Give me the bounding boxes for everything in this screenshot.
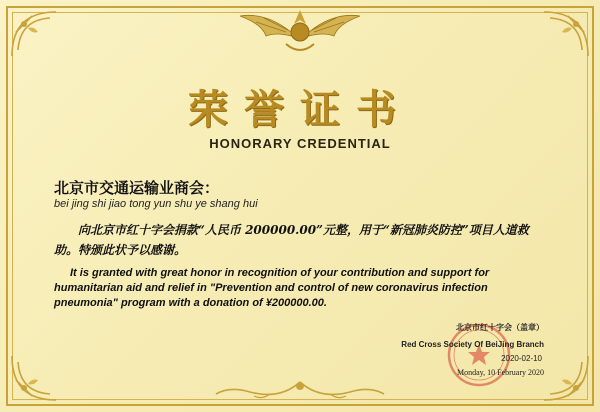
body-text-english: It is granted with great honor in recognition of your contribution and support for humanitarian aid and relief in "Prevention and control of new coronavirus infection pneumonia" program with a donation of ¥200000.00. (54, 267, 490, 309)
certificate-title-english: HONORARY CREDENTIAL (209, 136, 391, 151)
corner-ornament-icon (542, 10, 590, 58)
winged-crown-emblem-icon (236, 2, 364, 58)
corner-ornament-icon (542, 354, 590, 402)
recipient-name: 北京市交通运输业商会： (54, 179, 220, 197)
issuer-name-chinese: 北京市红十字会（盖章） (456, 323, 544, 332)
corner-ornament-icon (10, 10, 58, 58)
issuer-name-english: Red Cross Society Of BeiJing Branch (401, 340, 544, 349)
issue-date: 2020-02-10 (501, 354, 542, 363)
recipient-pinyin: bei jing shi jiao tong yun shu ye shang hui (54, 198, 258, 210)
body-text-chinese: 向北京市红十字会捐款“人民币 200000.00”元整，用于“新冠肺炎防控”项目人道救助。特颁此状予以感谢。 (54, 223, 529, 257)
certificate-title: 荣誉证书 (188, 86, 412, 133)
bottom-scroll-ornament-icon (210, 378, 390, 404)
issue-date-english: Monday, 10 February 2020 (456, 368, 544, 377)
corner-ornament-icon (10, 354, 58, 402)
